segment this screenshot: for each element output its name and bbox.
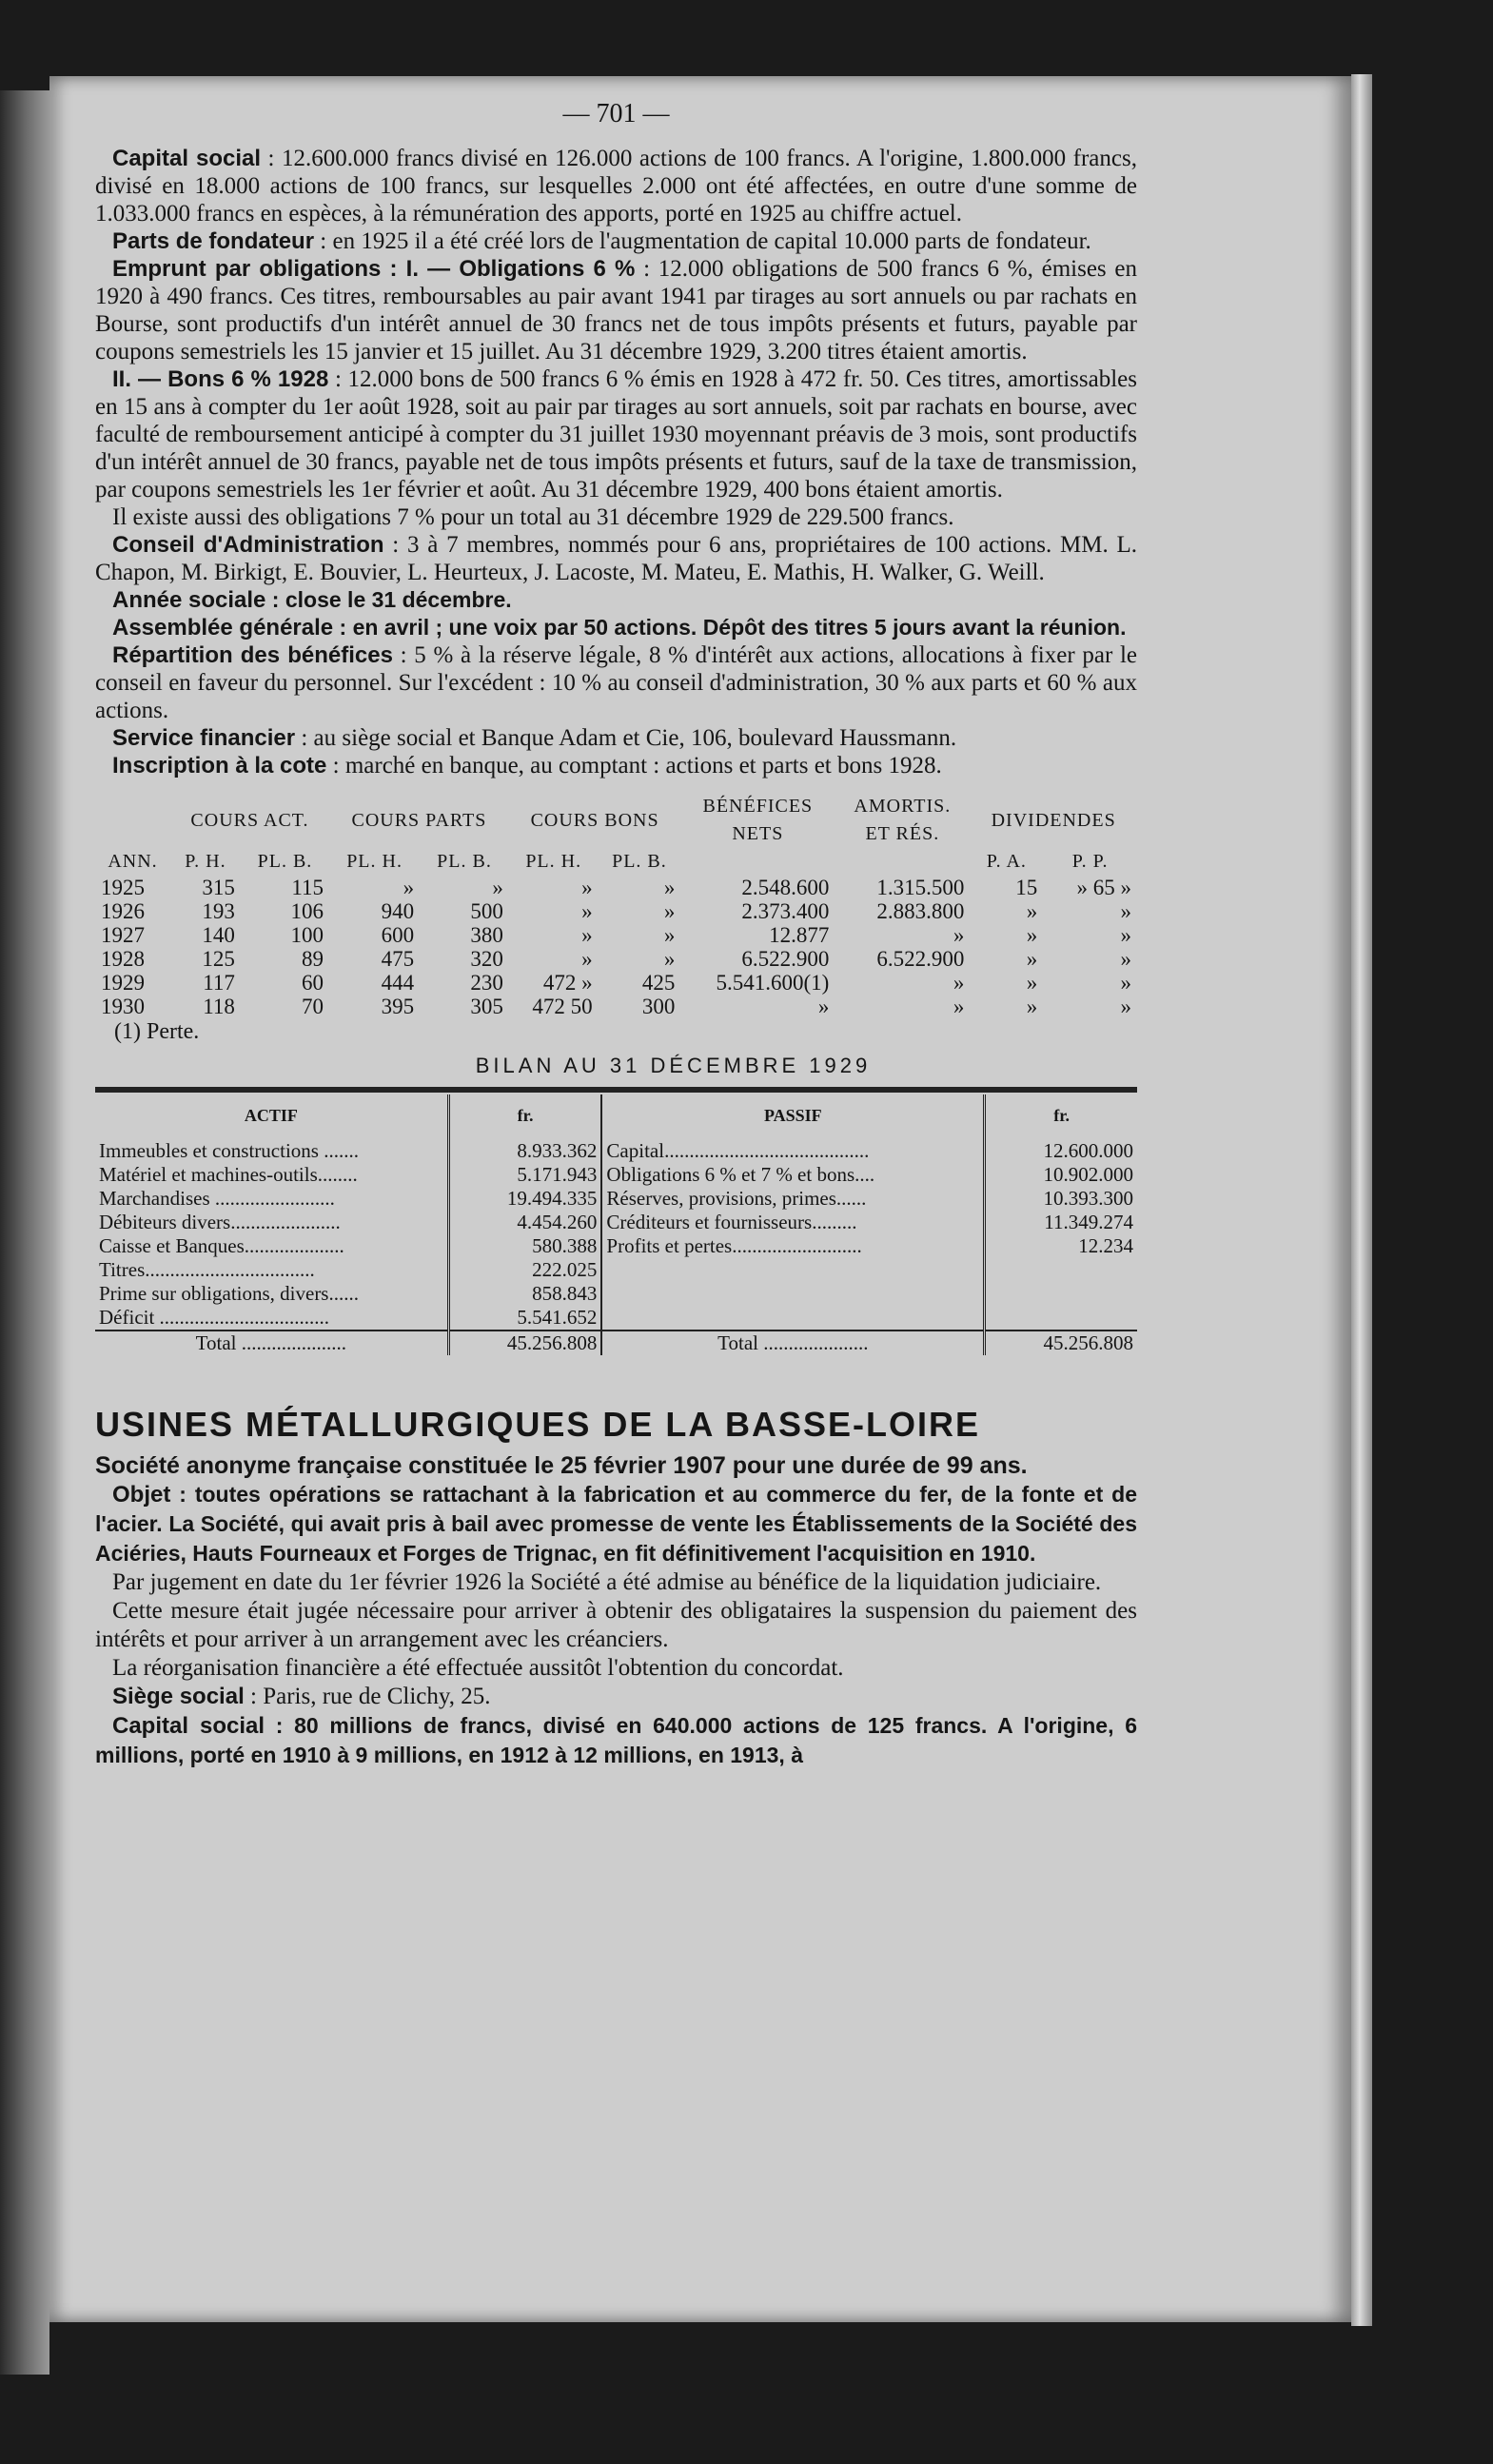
bilan-cell: 12.234: [985, 1234, 1137, 1258]
company2-objet: Objet : toutes opérations se rattachant à la fabrication et au commerce du fer, de la fonte et de l'acier. La Société, qui avait pris à bail avec promesse de vente les Établissements de la Société des Aciéries, Hauts Fourneaux et Forges de Trignac, en fit définitivement l'acquisition en 1910.: [95, 1482, 1137, 1566]
table-cell: 472 50: [532, 995, 593, 1018]
page-fore-edge: [1351, 74, 1372, 2326]
table-cell: 380: [470, 923, 503, 947]
price-table-sub-header: [95, 848, 1137, 876]
table-cell: 305: [470, 995, 503, 1018]
table-cell: »: [1120, 947, 1131, 971]
table-cell: 472 »: [542, 971, 593, 995]
table-cell: 2.373.400: [741, 899, 830, 923]
paragraph: Parts de fondateur : en 1925 il a été créé lors de l'augmentation de capital 10.000 parts de fondateur.: [112, 228, 1091, 254]
company2-capital: Capital social : 80 millions de francs, divisé en 640.000 actions de 125 francs. A l'origine, 6 millions, porté en 1910 à 9 millions, en 1912 à 12 millions, en 1913, à: [95, 1713, 1137, 1767]
page-content: [95, 100, 1137, 1770]
sub-header-cell: P. P.: [1071, 851, 1109, 872]
table-cell: »: [1120, 971, 1131, 995]
table-cell: 600: [381, 923, 415, 947]
bilan-cell: 222.025: [448, 1258, 601, 1282]
table-row: [95, 876, 1137, 899]
company-title: USINES MÉTALLURGIQUES DE LA BASSE-LOIRE: [95, 1405, 981, 1444]
passif-currency-header: fr.: [985, 1094, 1137, 1139]
bilan-cell: Débiteurs divers......................: [99, 1211, 341, 1233]
table-cell: »: [1026, 899, 1038, 923]
sub-header-cell: PL. H.: [525, 851, 582, 872]
bilan-total-cell: Total .....................: [95, 1331, 448, 1355]
sub-header-cell: PL. H.: [346, 851, 403, 872]
bilan-cell: [985, 1282, 1137, 1306]
bilan-total-row: [95, 1331, 1137, 1355]
table-cell: »: [953, 971, 965, 995]
company2-reorganisation: La réorganisation financière a été effectuée aussitôt l'obtention du concordat.: [112, 1655, 844, 1681]
bilan-cell: [601, 1282, 984, 1306]
table-cell: 12.877: [769, 923, 830, 947]
price-table-group-header: [95, 793, 1137, 848]
bilan-top-rule: [95, 1087, 1137, 1093]
bilan-table: [95, 1094, 1137, 1355]
bilan-row: [95, 1211, 1137, 1234]
bilan-cell: [601, 1258, 984, 1282]
bilan-row: [95, 1234, 1137, 1258]
sub-header-cell: PL. B.: [437, 851, 492, 872]
table-cell: 100: [290, 923, 324, 947]
paragraph: Il existe aussi des obligations 7 % pour un total au 31 décembre 1929 de 229.500 francs.: [112, 504, 954, 530]
sub-header-cell: P. H.: [185, 851, 226, 872]
table-cell: 117: [203, 971, 235, 995]
bilan-total-cell: 45.256.808: [448, 1331, 601, 1355]
table-cell: »: [663, 876, 676, 899]
table-row: [95, 923, 1137, 947]
header-dividendes: DIVIDENDES: [991, 809, 1116, 831]
header-benefices: BÉNÉFICES NETS: [702, 796, 814, 844]
actif-currency-header: fr.: [448, 1094, 601, 1139]
bilan-cell: [601, 1306, 984, 1331]
table-cell: 15: [1015, 876, 1038, 899]
table-cell: 1926: [101, 899, 145, 923]
sub-header-cell: PL. B.: [257, 851, 313, 872]
table-cell: »: [1120, 995, 1131, 1018]
bilan-cell: Capital.........................................: [606, 1139, 870, 1162]
paragraph: Capital social : 12.600.000 francs divisé en 126.000 actions de 100 francs. A l'origine, 1.800.000 francs, divisé en 18.000 actions de 100 francs, sur lesquelles 2.000 ont été affectées, en outre d'une somme de 1.033.000 francs en espèces, à la rémunération des apports, porté en 1925 au chiffre actuel.: [95, 146, 1137, 227]
table-cell: 106: [290, 899, 324, 923]
table-cell: »: [663, 899, 676, 923]
header-cours-parts: COURS PARTS: [351, 809, 487, 831]
bilan-cell: [985, 1258, 1137, 1282]
table-cell: 6.522.900: [741, 947, 830, 971]
bilan-cell: Marchandises ........................: [99, 1187, 335, 1210]
table-cell: 2.548.600: [741, 876, 830, 899]
bilan-cell: Déficit ..................................: [99, 1306, 330, 1329]
company2-jugement: Par jugement en date du 1er février 1926 la Société a été admise au bénéfice de la liquidation judiciaire.: [112, 1569, 1102, 1595]
table-cell: 500: [470, 899, 503, 923]
bilan-cell: Titres..................................: [99, 1258, 315, 1281]
table-cell: 1930: [101, 995, 145, 1018]
bilan-row: [95, 1163, 1137, 1187]
bilan-cell: 858.843: [448, 1282, 601, 1306]
sub-header-cell: [835, 848, 970, 876]
bilan-row: [95, 1306, 1137, 1331]
table-cell: 315: [202, 876, 235, 899]
table-cell: 70: [302, 995, 324, 1018]
company2-siege: Siège social : Paris, rue de Clichy, 25.: [112, 1684, 491, 1709]
sub-header-cell: ANN.: [108, 851, 158, 872]
table-cell: 395: [381, 995, 415, 1018]
bilan-cell: Obligations 6 % et 7 % et bons....: [606, 1163, 875, 1186]
table-cell: 125: [202, 947, 235, 971]
header-cours-bons: COURS BONS: [530, 809, 659, 831]
price-history-table: [95, 793, 1137, 1018]
header-amortis: AMORTIS. ET RÉS.: [854, 796, 952, 844]
table-row: [95, 971, 1137, 995]
table-footnote: (1) Perte.: [114, 1019, 200, 1044]
bilan-body: [95, 1139, 1137, 1355]
company2-mesure: Cette mesure était jugée nécessaire pour arriver à obtenir des obligataires la suspension du paiement des intérêts et pour arriver à un arrangement avec les créanciers.: [95, 1598, 1137, 1652]
table-cell: »: [581, 899, 593, 923]
bilan-cell: 19.494.335: [448, 1187, 601, 1211]
table-cell: 1929: [101, 971, 145, 995]
table-cell: 230: [470, 971, 503, 995]
table-cell: »: [1120, 899, 1131, 923]
paragraph: Service financier : au siège social et Banque Adam et Cie, 106, boulevard Haussmann.: [112, 725, 957, 751]
bilan-cell: Caisse et Banques....................: [99, 1234, 344, 1257]
table-cell: »: [1026, 947, 1038, 971]
paragraph: Assemblée générale : en avril ; une voix par 50 actions. Dépôt des titres 5 jours avant la réunion.: [112, 615, 1127, 641]
bilan-cell: 8.933.362: [448, 1139, 601, 1163]
table-cell: 1928: [101, 947, 145, 971]
bilan-cell: 5.541.652: [448, 1306, 601, 1331]
bilan-cell: Réserves, provisions, primes......: [606, 1187, 867, 1210]
table-cell: »: [663, 947, 676, 971]
table-cell: »: [663, 923, 676, 947]
header-cours-act: COURS ACT.: [190, 809, 309, 831]
passif-header: PASSIF: [763, 1106, 822, 1125]
table-cell: »: [953, 995, 965, 1018]
table-cell: 1925: [101, 876, 145, 899]
bilan-cell: 12.600.000: [985, 1139, 1137, 1163]
table-cell: »: [1026, 923, 1038, 947]
table-cell: 2.883.800: [876, 899, 965, 923]
table-cell: »: [1120, 923, 1131, 947]
table-cell: 193: [202, 899, 235, 923]
company2-description: [95, 1451, 1137, 1770]
paragraph: Inscription à la cote : marché en banque, au comptant : actions et parts et bons 1928.: [112, 753, 942, 779]
table-row: [95, 995, 1137, 1018]
sub-header-cell: P. A.: [986, 851, 1027, 872]
table-row: [95, 947, 1137, 971]
table-cell: 1.315.500: [876, 876, 965, 899]
table-row: [95, 899, 1137, 923]
table-cell: 1927: [101, 923, 145, 947]
paragraph: Conseil d'Administration : 3 à 7 membres, nommés pour 6 ans, propriétaires de 100 actions. MM. L. Chapon, M. Birkigt, E. Bouvier, L. Heurteux, J. Lacoste, M. Mateu, E. Mathis, H. Walker, G. Weill.: [95, 532, 1137, 585]
table-cell: 60: [302, 971, 324, 995]
bilan-total-cell: 45.256.808: [985, 1331, 1137, 1355]
sub-header-cell: PL. B.: [612, 851, 667, 872]
table-cell: 89: [302, 947, 324, 971]
bilan-cell: 10.902.000: [985, 1163, 1137, 1187]
actif-header: ACTIF: [244, 1106, 298, 1125]
bilan-cell: Profits et pertes..........................: [606, 1234, 862, 1257]
paragraph: II. — Bons 6 % 1928 : 12.000 bons de 500 francs 6 % émis en 1928 à 472 fr. 50. Ces titres, amortissables en 15 ans à compter du 1er août 1928, soit au pair par tirages au sort annuels, soit par rachats en bourse, avec faculté de remboursement anticipé à compter du 31 juillet 1930 moyennant préavis de 3 mois, sont productifs d'un intérêt annuel de 30 francs, payable net de tous impôts présents et futurs, sauf de la taxe de transmission, par coupons semestriels les 1er février et août. Au 31 décembre 1929, 400 bons étaient amortis.: [95, 366, 1138, 503]
bilan-row: [95, 1258, 1137, 1282]
paragraph: Répartition des bénéfices : 5 % à la réserve légale, 8 % d'intérêt aux actions, allocations à fixer par le conseil en faveur du personnel. Sur l'excédent : 10 % au conseil d'administration, 30 % aux parts et 60 % aux actions.: [95, 642, 1138, 723]
sub-header-cell: [680, 848, 835, 876]
bilan-cell: 5.171.943: [448, 1163, 601, 1187]
table-cell: »: [1026, 971, 1038, 995]
table-cell: »: [817, 995, 830, 1018]
table-cell: »: [581, 947, 593, 971]
table-cell: 320: [470, 947, 503, 971]
bilan-cell: 11.349.274: [985, 1211, 1137, 1234]
table-cell: »: [581, 876, 593, 899]
bilan-cell: Créditeurs et fournisseurs.........: [606, 1211, 857, 1233]
previous-page-edge: [0, 90, 49, 2375]
company2-intro: Société anonyme française constituée le 25 février 1907 pour une durée de 99 ans.: [95, 1452, 1028, 1479]
bilan-cell: Immeubles et constructions .......: [99, 1139, 359, 1162]
page-number: — 701 —: [562, 99, 670, 128]
bilan-total-cell: Total .....................: [601, 1331, 984, 1355]
table-cell: 475: [381, 947, 415, 971]
table-cell: 6.522.900: [876, 947, 965, 971]
table-cell: 5.541.600(1): [716, 971, 830, 995]
bilan-cell: Matériel et machines-outils........: [99, 1163, 358, 1186]
bilan-cell: [985, 1306, 1137, 1331]
table-cell: 444: [381, 971, 415, 995]
paragraph: Emprunt par obligations : I. — Obligations 6 % : 12.000 obligations de 500 francs 6 %, émises en 1920 à 490 francs. Ces titres, remboursables au pair avant 1941 par tirages au sort annuels ou par rachats en Bourse, sont productifs d'un intérêt annuel de 30 francs net de tous impôts présents et futurs, payable par coupons semestriels les 15 janvier et 15 juillet. Au 31 décembre 1929, 3.200 titres étaient amortis.: [95, 256, 1138, 365]
table-cell: »: [492, 876, 503, 899]
company-description: [95, 145, 1137, 779]
table-cell: »: [581, 923, 593, 947]
table-cell: »: [953, 923, 965, 947]
bilan-cell: 4.454.260: [448, 1211, 601, 1234]
bilan-row: [95, 1282, 1137, 1306]
table-cell: 140: [202, 923, 235, 947]
table-cell: »: [1026, 995, 1038, 1018]
table-cell: 425: [641, 971, 676, 995]
table-cell: » 65 »: [1076, 876, 1131, 899]
bilan-cell: Prime sur obligations, divers......: [99, 1282, 359, 1305]
table-cell: 118: [203, 995, 235, 1018]
bilan-title: BILAN AU 31 DÉCEMBRE 1929: [475, 1054, 872, 1077]
bilan-row: [95, 1187, 1137, 1211]
bilan-cell: 580.388: [448, 1234, 601, 1258]
bilan-row: [95, 1139, 1137, 1163]
table-cell: »: [403, 876, 415, 899]
bilan-cell: 10.393.300: [985, 1187, 1137, 1211]
table-cell: 115: [291, 876, 324, 899]
table-cell: 940: [381, 899, 415, 923]
paragraph: Année sociale : close le 31 décembre.: [112, 587, 512, 613]
table-cell: 300: [641, 995, 676, 1018]
price-table-body: [95, 876, 1137, 1018]
